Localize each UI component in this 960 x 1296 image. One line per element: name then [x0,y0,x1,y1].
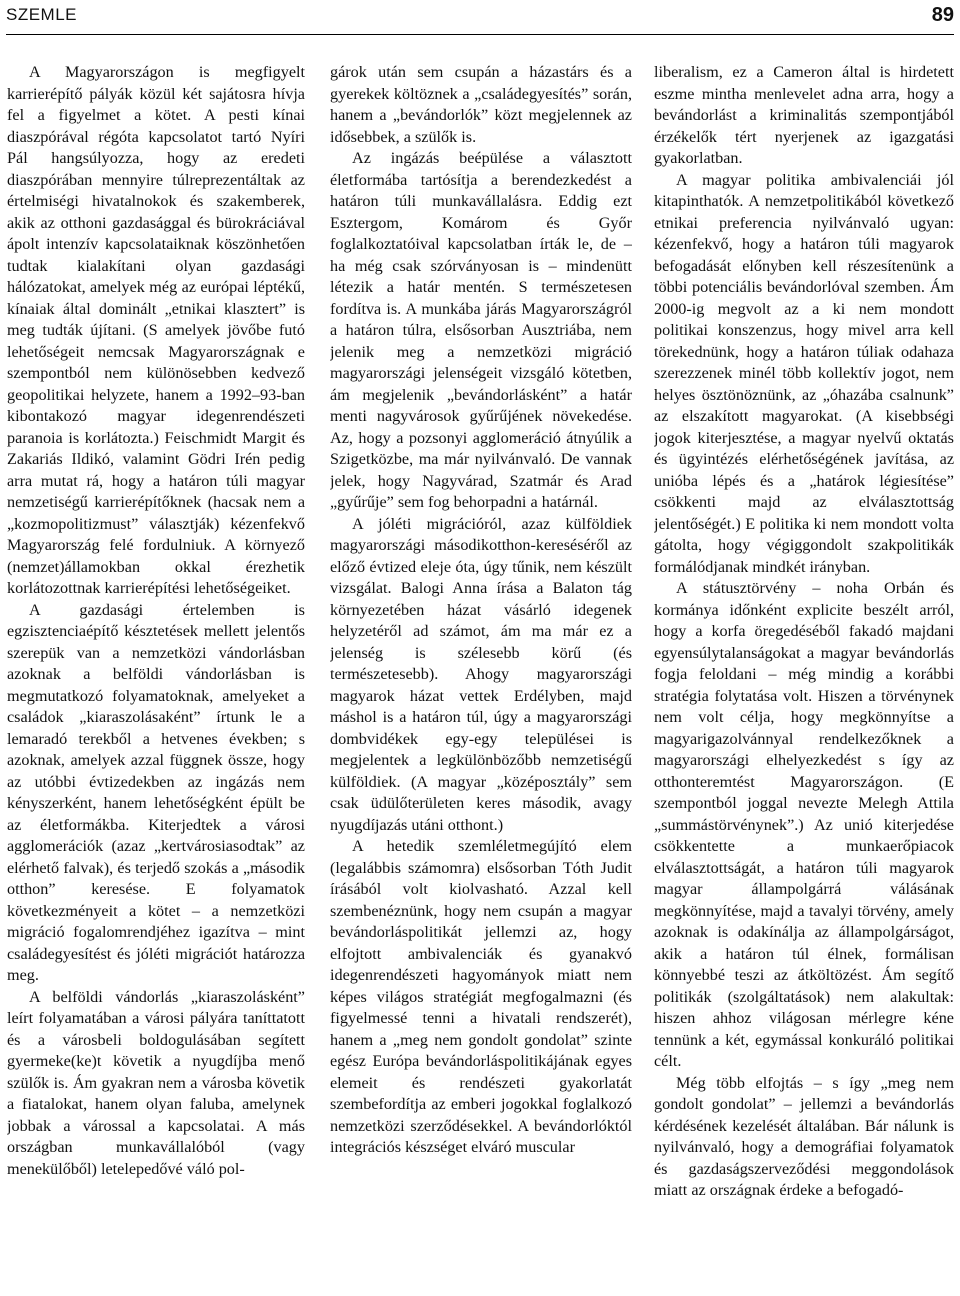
paragraph: A magyar politika ambivalenciái jól kitapinthatók. A nemzetpolitikából következő etnikai preferencia nyilvánvaló ugyan: kézenfekvő, hogy a határon túli magyarok befogadását előnyben kell részesítenünk a többi potenciális bevándorlóval szemben. Ám 2000-ig megvolt az a ki nem mondott politikai konszenzus, hogy mivel arra kell törekednünk, hogy a határon túliak odahaza szerezzenek minél több kollektív jogot, nem helyes ösztönöznünk, az „óhazába csalnunk” az elszakított magyarokat. (A kisebbségi jogok kiterjesztése, a magyar nyelvű oktatás és ügyintézés elérhetőségének javítása, az unióba lépés és a „határok légiesítése” csökkenti majd az elválasztottság jelentőségét.) E politika ki nem mondott volta gátolta, hogy végiggondolt szakpolitikák formálódjanak mindkét irányban. [654,170,954,576]
paragraph: A státusztörvény – noha Orbán és kormánya időnként explicite beszélt arról, hogy a korfa öregedéséből fakadó majdani egyensúlytalanságokat a magyar bevándorlás fogja feloldani – még mindig a korábbi stratégia folytatása volt. Hiszen a törvénynek nem volt célja, hogy megkönnyítse a magyarigazolvánnyal rendelkezőknek a magyarországi elhelyezkedést s így az otthonteremtést Magyarországon. (E szempontból joggal nevezte Melegh Attila „summástörvénynek”.) Az unió kiterjedése csökkentette a munkaerőpiacok elválasztottságát, a határon túli magyarok magyar állampolgárrá válásának megkönnyítése, majd a tavalyi törvény, amely azoknak is odakínálja az állampolgárságot, akik a határon túl élnek, formálisan könnyebbé teszi az átköltözést. Ám segítő politikák (szolgáltatások) nem alakultak: hiszen ahhoz világosan mérlegre kéne tennünk a két, egymással konkuráló politikai célt. [654,579,954,1070]
page-number: 89 [931,4,954,26]
text-column-1 [7,62,305,1292]
paragraph: A Magyarországon is megfigyelt karrierépítő pályák közül két sajátosra hívja fel a figyelmet a kötet. A pesti kínai diaszpórával régóta kapcsolatot tartó Nyíri Pál hangsúlyozza, hogy az eredeti diaszpórában mennyire túlreprezentáltak az értelmiségi hivatalnokok és szakemberek, akik az otthoni gazdasággal és bürokráciával ápolt intenzív kapcsolataiknak köszönhetően tudtak kialakítani olyan gazdasági hálózatokat, amelyek még az európai léptékű, kínaiak által dominált „etnikai klasztert” is meg tudták újítani. (S amelyek jövőbe futó lehetőségeit nemcsak Magyarországnak e szempontból nem különösebben kedvező geopolitikai helyzete, hanem a 1992–93-ban kibontakozó magyar idegenrendészeti paranoia is korlátozta.) Feischmidt Margit és Zakariás Ildikó, valamint Gödri Irén pedig arra mutat rá, hogy a határon túli magyar nemzetiségű karrierépítőknek (hacsak nem a „kozmopolitizmust” választják) kézenfekvő Magyarország felé fordulniuk. A környező (nemzet)államokban okkal érezhetik korlátozottnak karrierépítési lehetőségeiket. [7,63,305,597]
paragraph: A hetedik szemléletmegújító elem (legalábbis számomra) elsősorban Tóth Judit írásából volt kiolvasható. Azzal kell szembenéznünk, hogy nem csupán a magyar bevándorláspolitikát jellemzi az, hogy elfojtott ambivalenciák és gyanakvó idegenrendészeti hagyományok miatt nem képes világos stratégiát megfogalmazni (és figyelmessé tenni a hivatali rendszerét), hanem a „meg nem gondolt gondolat” szinte egész Európa bevándorláspolitikájának egyes elemeit és rendészeti gyakorlatát szembefordítja az emberi jogokkal foglalkozó nemzetközi szerződésekkel. A bevándorlóktól integrációs készséget elváró muscular [330,837,632,1156]
section-title: SZEMLE [6,5,78,24]
text-column-2 [330,62,632,1292]
paragraph: A jóléti migrációról, azaz külföldiek magyarországi másodikotthon-kereséséről az előző évtized eleje óta, úgy tűnik, nem készült vizsgálat. Balogi Anna írása a Balaton tág környezetében házat vásárló idegenek helyzetéről ad számot, ám ma már ez a jelenség is szélesebb körű (és természetesebb). Ahogy magyarországi magyarok házat vettek Erdélyben, majd máshol is a határon túl, úgy a magyarországi dombvidékek egy-egy települései is megjelentek a legkülönbözőbb nemzetiségű külföldiek. (A magyar „középosztály” sem csak üdülőterületen keres második, avagy nyugdíjazás utáni otthont.) [330,514,632,834]
paragraph-continued: gárok után sem csupán a házastárs és a gyerekek költöznek a „családegyesítés” során, hanem a „bevándorlók” közt megjelennek az idősebbek, a szülők is. [330,63,632,146]
page-header [6,4,954,35]
paragraph: A belföldi vándorlás „kiaraszolásként” leírt folyamatában a városi pályára taníttatott és a városbeli boldogulásában segített gyermeke(ke)t követik a nyugdíjba menő szülők is. Ám gyakran nem a városba követik a fiatalokat, hanem olyan faluba, amelynek jobbak a várossal a kapcsolatai. A más országban munkavállalóból (vagy menekülőből) letelepedővé váló pol- [7,987,305,1178]
paragraph-continued: liberalism, ez a Cameron által is hirdetett eszme mintha menlevelet adna arra, hogy a bevándorlást a kriminalitás szempontjából érzékelők tért nyerjenek az igazgatási gyakorlatban. [654,63,954,167]
paragraph: Még több elfojtás – s így „meg nem gondolt gondolat” – jellemzi a bevándorlás kérdésének kezelését általában. Bár nálunk is nyilvánvaló, hogy a demográfiai folyamatok és gazdaságszerveződési meggondolások miatt az országnak érdeke a befogadó- [654,1073,954,1199]
text-column-3 [654,62,954,1292]
paragraph: Az ingázás beépülése a választott életformába tartósítja a berendezkedést a határon túli munkavállalásra. Eddig ezt Esztergom, Komárom és Győr foglalkoztatóival kapcsolatban írták le, de – ha még csak szórványosan is – mindenütt létezik a határ mentén. S természetesen fordítva is. A munkába járás Magyarországról a határon túlra, elsősorban Ausztriába, nem jelenik meg a nemzetközi migráció magyarországi jelenségeit vizsgáló kötetben, ám megjelenik „bevándorlásként” a határ menti nagyvárosok gyűrűjének növekedése. Az, hogy a pozsonyi agglomeráció átnyúlik a Szigetközbe, ma már nyilvánvaló. De vannak jelek, hogy Nagyvárad, Szatmár és Arad „gyűrűje” sem fog behorpadni a határnál. [330,149,632,511]
paragraph: A gazdasági értelemben is egzisztenciaépítő késztetések mellett jelentős szerepük van a nemzetközi vándorlásban azoknak a belföldi vándorlásban is megmutatkozó folyamatoknak, amelyeket a családok „kiaraszolásaként” írtunk le a lemaradó terekből a hetvenes években; s azoknak, amelyek azzal függnek össze, hogy az utóbbi évtizedekben az ingázás nem kényszerként, hanem lehetőségként épült be az életformákba. Kiterjedtek a városi agglomerációk (azaz „kertvárosiasodtak” az elérhető falvak), és terjedő szokás a „második otthon” keresése. E folyamatok következményeit a kötet – a nemzetközi migráció fogalomrendjéhez igazítva – mint családegyesítést és jóléti migrációt határozza meg. [7,600,305,984]
